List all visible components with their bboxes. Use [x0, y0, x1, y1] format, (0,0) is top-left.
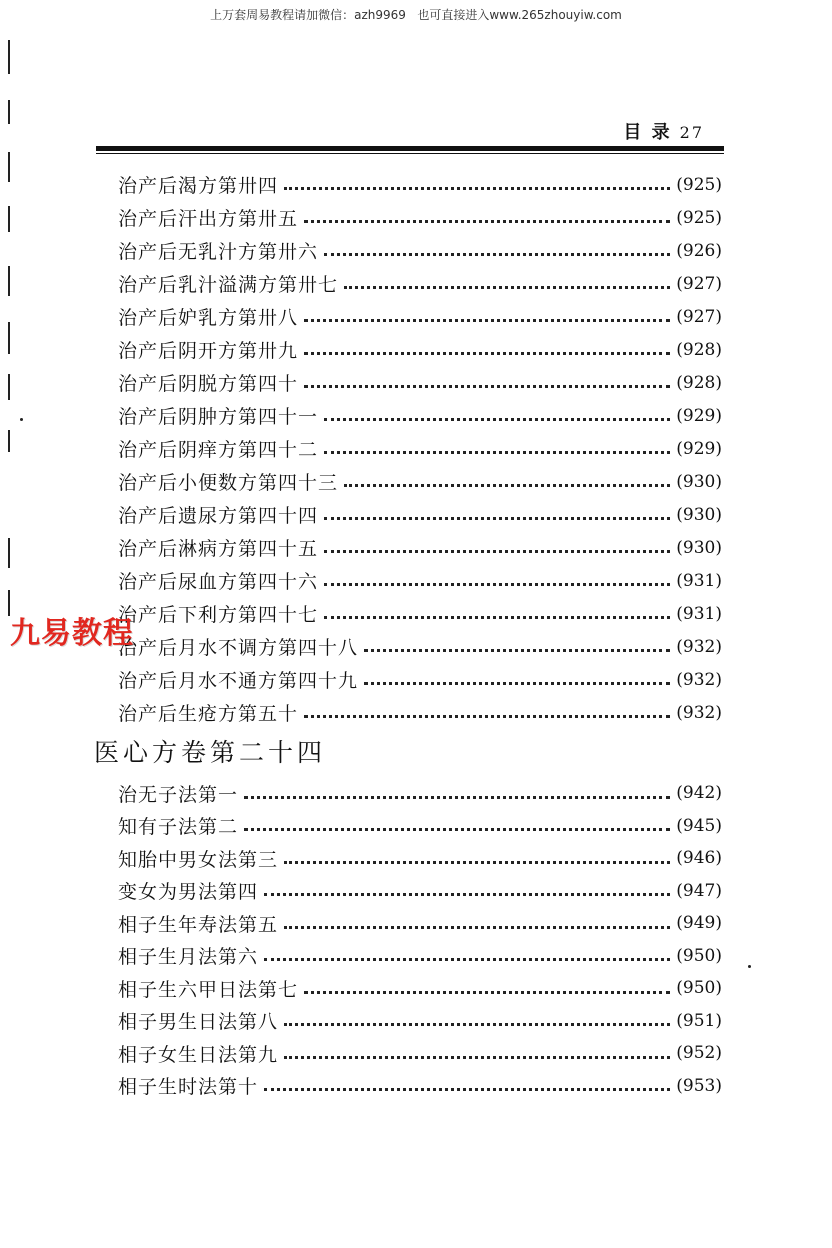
toc-entry-page: (932) — [676, 702, 722, 723]
dot-leader — [304, 715, 670, 718]
toc-entry-title: 治产后生疮方第五十 — [118, 703, 299, 725]
toc-entry-page: (930) — [676, 471, 722, 492]
dot-leader — [324, 418, 670, 421]
toc-entry — [118, 333, 722, 366]
toc-entry — [118, 940, 722, 973]
dot-leader — [284, 1056, 670, 1059]
dot-leader — [244, 828, 670, 831]
toc-entry-title: 治产后渴方第卅四 — [118, 175, 279, 197]
toc-entry-page: (950) — [676, 978, 722, 999]
dot-leader — [304, 220, 670, 223]
dot-leader — [344, 484, 670, 487]
toc-entry — [118, 630, 722, 663]
toc-entry-page: (931) — [676, 570, 722, 591]
toc-entry — [118, 907, 722, 940]
dot-leader — [324, 583, 670, 586]
toc-entry-page: (950) — [676, 945, 722, 966]
toc-group-chapter-23 — [118, 168, 722, 729]
toc-entry-page: (926) — [676, 240, 722, 261]
dot-leader — [284, 926, 670, 929]
header-label: 目 录 — [623, 122, 672, 143]
toc-entry-title: 变女为男法第四 — [118, 881, 259, 904]
toc-entry — [118, 777, 722, 810]
dot-leader — [244, 796, 670, 799]
toc-entry-page: (952) — [676, 1043, 722, 1064]
toc-entry — [118, 201, 722, 234]
toc-entry-page: (929) — [676, 438, 722, 459]
dot-leader — [364, 649, 670, 652]
dot-leader — [304, 991, 670, 994]
toc-entry-title: 治产后汗出方第卅五 — [118, 208, 299, 230]
dot-leader — [304, 352, 670, 355]
dot-leader — [344, 286, 670, 289]
toc-entry-title: 相子生时法第十 — [118, 1076, 259, 1099]
toc-entry — [118, 300, 722, 333]
dot-leader — [324, 550, 670, 553]
toc-entry-title: 治产后阴肿方第四十一 — [118, 406, 319, 428]
toc-entry-page: (945) — [676, 815, 722, 836]
toc-entry-title: 治产后妒乳方第卅八 — [118, 307, 299, 329]
dot-leader — [284, 861, 670, 864]
toc-entry — [118, 972, 722, 1005]
toc-entry-page: (953) — [676, 1075, 722, 1096]
header-rule-thin — [96, 153, 724, 154]
watermark-logo: 九易教程 — [10, 616, 134, 651]
toc-entry-title: 治产后无乳汁方第卅六 — [118, 241, 319, 263]
toc-entry-title: 治产后阴痒方第四十二 — [118, 439, 319, 461]
dot-leader — [284, 1023, 670, 1026]
toc-entry-page: (949) — [676, 913, 722, 934]
toc-entry-page: (928) — [676, 339, 722, 360]
toc-entry-page: (925) — [676, 174, 722, 195]
dot-leader — [324, 616, 670, 619]
toc-entry-title: 治产后阴开方第卅九 — [118, 340, 299, 362]
toc-entry-title: 相子生六甲日法第七 — [118, 978, 299, 1001]
toc-entry — [118, 168, 722, 201]
toc-entry — [118, 531, 722, 564]
toc-entry-page: (929) — [676, 405, 722, 426]
toc-entry — [118, 564, 722, 597]
toc-entry-page: (947) — [676, 880, 722, 901]
toc-entry — [118, 498, 722, 531]
toc-entry-title: 治产后月水不调方第四十八 — [118, 637, 359, 659]
toc-entry-title: 相子生月法第六 — [118, 946, 259, 969]
toc-entry-page: (942) — [676, 783, 722, 804]
toc-entry-page: (932) — [676, 636, 722, 657]
toc-entry-page: (951) — [676, 1010, 722, 1031]
toc-entry-title: 相子男生日法第八 — [118, 1011, 279, 1034]
scan-speck — [748, 965, 751, 968]
section-title: 医心方卷第二十四 — [94, 738, 327, 767]
toc-entry — [118, 234, 722, 267]
toc-entry — [118, 267, 722, 300]
toc-entry — [118, 465, 722, 498]
dot-leader — [264, 1088, 670, 1091]
toc-entry — [118, 842, 722, 875]
dot-leader — [364, 682, 670, 685]
toc-entry-title: 治无子法第一 — [118, 783, 239, 806]
toc-entry-title: 治产后小便数方第四十三 — [118, 472, 339, 494]
toc-group-chapter-24 — [118, 777, 722, 1102]
toc-entry — [118, 399, 722, 432]
toc-entry-title: 知胎中男女法第三 — [118, 848, 279, 871]
toc-entry — [118, 1070, 722, 1103]
toc-entry — [118, 663, 722, 696]
toc-entry-page: (946) — [676, 848, 722, 869]
toc-entry-title: 治产后月水不通方第四十九 — [118, 670, 359, 692]
scan-edge-marks — [8, 30, 10, 1130]
toc-entry — [118, 696, 722, 729]
dot-leader — [324, 253, 670, 256]
header-rule-thick — [96, 146, 724, 151]
toc-entry — [118, 875, 722, 908]
toc-entry-page: (930) — [676, 504, 722, 525]
toc-entry — [118, 810, 722, 843]
toc-entry-page: (927) — [676, 273, 722, 294]
toc-entry — [118, 1005, 722, 1038]
dot-leader — [264, 893, 670, 896]
top-banner: 上万套周易教程请加微信：azh9969 也可直接进入www.265zhouyiw.com — [210, 8, 622, 22]
toc-entry-page: (927) — [676, 306, 722, 327]
toc-entry — [118, 597, 722, 630]
toc-entry-page: (930) — [676, 537, 722, 558]
toc-entry-title: 治产后遗尿方第四十四 — [118, 505, 319, 527]
toc-entry-title: 相子生年寿法第五 — [118, 913, 279, 936]
dot-leader — [324, 517, 670, 520]
toc-entry-title: 治产后乳汁溢满方第卅七 — [118, 274, 339, 296]
toc-entry-title: 相子女生日法第九 — [118, 1043, 279, 1066]
toc-entry-title: 治产后尿血方第四十六 — [118, 571, 319, 593]
toc-entry-title: 知有子法第二 — [118, 816, 239, 839]
page-header — [623, 118, 704, 144]
dot-leader — [304, 385, 670, 388]
toc-entry-page: (931) — [676, 603, 722, 624]
toc-entry-page: (925) — [676, 207, 722, 228]
toc-entry-title: 治产后淋病方第四十五 — [118, 538, 319, 560]
dot-leader — [264, 958, 670, 961]
toc-entry-page: (932) — [676, 669, 722, 690]
page-number: 27 — [679, 123, 704, 142]
toc-entry — [118, 1037, 722, 1070]
dot-leader — [304, 319, 670, 322]
scan-speck — [20, 418, 23, 421]
toc-entry — [118, 432, 722, 465]
toc-entry-title: 治产后下利方第四十七 — [118, 604, 319, 626]
toc-entry-title: 治产后阴脱方第四十 — [118, 373, 299, 395]
toc-entry-page: (928) — [676, 372, 722, 393]
toc-entry — [118, 366, 722, 399]
table-of-contents — [94, 168, 722, 1102]
dot-leader — [284, 187, 670, 190]
dot-leader — [324, 451, 670, 454]
